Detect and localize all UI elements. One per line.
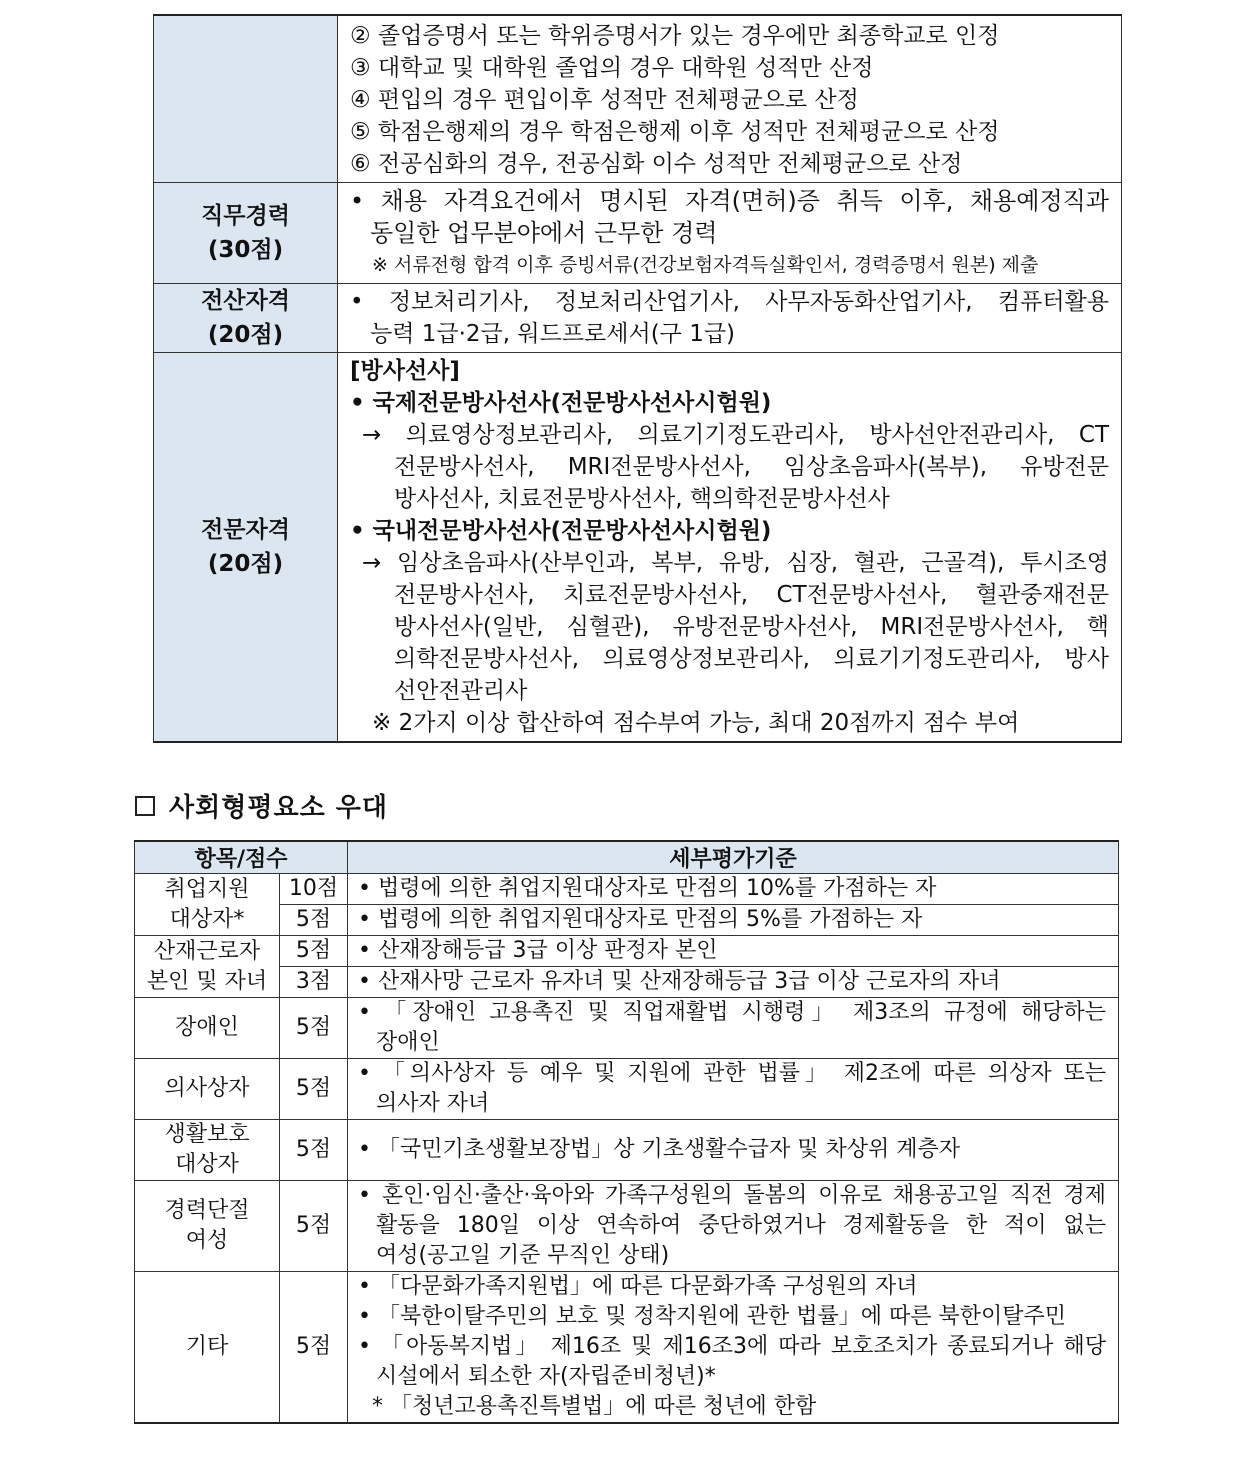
- criteria-cell: [348, 967, 1119, 998]
- professional-label: 전문자격: [201, 517, 290, 543]
- criteria-cell: [348, 1181, 1119, 1272]
- career-break-label: [135, 1181, 280, 1272]
- section-heading: [135, 787, 388, 824]
- table-row: [135, 905, 1119, 936]
- career-criteria-cell: [338, 183, 1122, 284]
- professional-category: [방사선사]: [350, 358, 460, 384]
- criteria-line: • 「장애인 고용촉진 및 직업재활법 시행령」 제3조의 규정에 해당하는: [358, 1000, 1106, 1025]
- professional-note: ※ 2가지 이상 합산하여 점수부여 가능, 최대 20점까지 점수 부여: [372, 710, 1020, 736]
- list-item: 방사선사(일반, 심혈관), 유방전문방사선사, MRI전문방사선사, 핵: [394, 614, 1109, 640]
- computer-criteria-cell: [338, 284, 1122, 353]
- score-cell: 10점: [280, 874, 348, 905]
- professional-label-cell: [154, 353, 338, 743]
- criteria-line: • 「다문화가족지원법」에 따른 다문화가족 구성원의 자녀: [358, 1274, 918, 1299]
- computer-score: (20점): [207, 322, 284, 348]
- list-item: 선안전관리사: [394, 678, 528, 704]
- criteria-cell: [348, 905, 1119, 936]
- header-item-score: 항목/점수: [135, 841, 348, 874]
- square-bullet-icon: [135, 796, 155, 816]
- criteria-line: • 「아동복지법」 제16조 및 제16조3에 따라 보호조치가 종료되거나 해당: [358, 1334, 1106, 1359]
- criteria-line: • 산재사망 근로자 유자녀 및 산재장해등급 3급 이상 근로자의 자녀: [358, 969, 1001, 994]
- score-cell: 5점: [280, 1059, 348, 1120]
- header-criteria: 세부평가기준: [348, 841, 1119, 874]
- list-item: 의학전문방사선사, 의료영상정보관리사, 의료기기정도관리사, 방사: [394, 646, 1109, 672]
- other-label: 기타: [135, 1272, 280, 1424]
- score-cell: 5점: [280, 905, 348, 936]
- criteria-cell: [348, 936, 1119, 967]
- computer-line-2: 능력 1급·2급, 워드프로세서(구 1급): [370, 321, 736, 347]
- criteria-line: • 산재장해등급 3급 이상 판정자 본인: [358, 938, 718, 963]
- employment-support-label: [135, 874, 280, 936]
- professional-criteria-cell: [338, 353, 1122, 743]
- criteria-line: 장애인: [376, 1030, 440, 1055]
- list-item: ④ 편입의 경우 편입이후 성적만 전체평균으로 산정: [350, 87, 859, 113]
- industrial-accident-label: [135, 936, 280, 998]
- criteria-line: 여성(공고일 기준 무직인 상태): [376, 1243, 670, 1268]
- computer-row: [154, 284, 1122, 353]
- label-line: 산재근로자: [153, 938, 261, 964]
- table-row: [135, 1181, 1119, 1272]
- qualification-table: [153, 14, 1122, 743]
- table-row: [135, 936, 1119, 967]
- criteria-line: • 혼인·임신·출산·육아와 가족구성원의 돌봄의 이유로 채용공고일 직전 경제: [358, 1183, 1106, 1208]
- career-row: [154, 183, 1122, 284]
- score-cell: 5점: [280, 998, 348, 1059]
- score-cell: 3점: [280, 967, 348, 998]
- list-item: ⑤ 학점은행제의 경우 학점은행제 이후 성적만 전체평균으로 산정: [350, 119, 1000, 145]
- welfare-label: [135, 1120, 280, 1181]
- criteria-line: • 「북한이탈주민의 보호 및 정착지원에 관한 법률」에 따른 북한이탈주민: [358, 1304, 1066, 1329]
- label-line: 경력단절: [164, 1198, 250, 1223]
- header-row: [135, 841, 1119, 874]
- list-item: ⑥ 전공심화의 경우, 전공심화 이수 성적만 전체평균으로 산정: [350, 151, 963, 177]
- domestic-qualification-heading: • 국내전문방사선사(전문방사선사시험원): [350, 518, 772, 544]
- computer-line-1: • 정보처리기사, 정보처리산업기사, 사무자동화산업기사, 컴퓨터활용: [350, 289, 1109, 315]
- criteria-cell: [348, 1059, 1119, 1120]
- career-score: (30점): [207, 237, 284, 263]
- score-cell: 5점: [280, 1120, 348, 1181]
- career-label: 직무경력: [201, 203, 290, 229]
- score-cell: 5점: [280, 1181, 348, 1272]
- list-item: 전문방사선사, MRI전문방사선사, 임상초음파사(복부), 유방전문: [394, 454, 1109, 480]
- social-equity-table: [134, 840, 1119, 1424]
- table-row: [135, 1059, 1119, 1120]
- score-cell: 5점: [280, 1272, 348, 1424]
- label-line: 대상자*: [169, 906, 245, 932]
- disabled-label: 장애인: [135, 998, 280, 1059]
- criteria-line: • 법령에 의한 취업지원대상자로 만점의 5%를 가점하는 자: [358, 907, 923, 932]
- score-cell: 5점: [280, 936, 348, 967]
- list-item: ③ 대학교 및 대학원 졸업의 경우 대학원 성적만 산정: [350, 55, 874, 81]
- table-row: [135, 874, 1119, 905]
- professional-row: [154, 353, 1122, 743]
- criteria-cell: [348, 998, 1119, 1059]
- criteria-line: • 「국민기초생활보장법」상 기초생활수급자 및 차상위 계층자: [358, 1137, 961, 1162]
- professional-score: (20점): [207, 551, 284, 577]
- criteria-line: 시설에서 퇴소한 자(자립준비청년)*: [376, 1364, 716, 1389]
- table-row: [135, 1120, 1119, 1181]
- section-title: 사회형평요소 우대: [169, 793, 388, 823]
- list-item: ② 졸업증명서 또는 학위증명서가 있는 경우에만 최종학교로 인정: [350, 23, 1000, 49]
- criteria-line: 의사자 자녀: [376, 1091, 490, 1116]
- career-line-1: • 채용 자격요건에서 명시된 자격(면허)증 취득 이후, 채용예정직과: [350, 187, 1109, 215]
- intl-qualification-heading: • 국제전문방사선사(전문방사선사시험원): [350, 390, 772, 416]
- criteria-line: • 「의사상자 등 예우 및 지원에 관한 법률」 제2조에 따른 의상자 또는: [358, 1061, 1106, 1086]
- criteria-cell: [348, 1120, 1119, 1181]
- rescuer-label: 의사상자: [135, 1059, 280, 1120]
- list-item: 방사선사, 치료전문방사선사, 핵의학전문방사선사: [394, 486, 890, 512]
- label-line: 취업지원: [164, 876, 250, 902]
- criteria-cell: [348, 1272, 1119, 1424]
- career-line-2: 동일한 업무분야에서 근무한 경력: [370, 219, 718, 247]
- list-item: → 의료영상정보관리사, 의료기기정도관리사, 방사선안전관리사, CT: [362, 422, 1109, 448]
- education-criteria-cell: [338, 15, 1122, 183]
- criteria-note: * 「청년고용촉진특별법」에 따른 청년에 한함: [372, 1394, 817, 1419]
- table-row: [135, 998, 1119, 1059]
- label-line: 생활보호: [164, 1122, 250, 1147]
- label-line: 본인 및 자녀: [146, 968, 268, 994]
- table-row: [135, 1272, 1119, 1424]
- list-item: 전문방사선사, 치료전문방사선사, CT전문방사선사, 혈관중재전문: [394, 582, 1109, 608]
- criteria-line: 활동을 180일 이상 연속하여 중단하였거나 경제활동을 한 적이 없는: [376, 1213, 1106, 1238]
- education-label-cell: [154, 15, 338, 183]
- table-row: [135, 967, 1119, 998]
- career-label-cell: [154, 183, 338, 284]
- career-note: ※ 서류전형 합격 이후 증빙서류(건강보험자격득실확인서, 경력증명서 원본) 제출: [372, 254, 1039, 276]
- label-line: 여성: [185, 1228, 229, 1253]
- criteria-line: • 법령에 의한 취업지원대상자로 만점의 10%를 가점하는 자: [358, 876, 937, 901]
- computer-label-cell: [154, 284, 338, 353]
- criteria-cell: [348, 874, 1119, 905]
- education-row: [154, 15, 1122, 183]
- list-item: → 임상초음파사(산부인과, 복부, 유방, 심장, 혈관, 근골격), 투시조영: [362, 550, 1109, 576]
- label-line: 대상자: [175, 1152, 239, 1177]
- computer-label: 전산자격: [201, 288, 290, 314]
